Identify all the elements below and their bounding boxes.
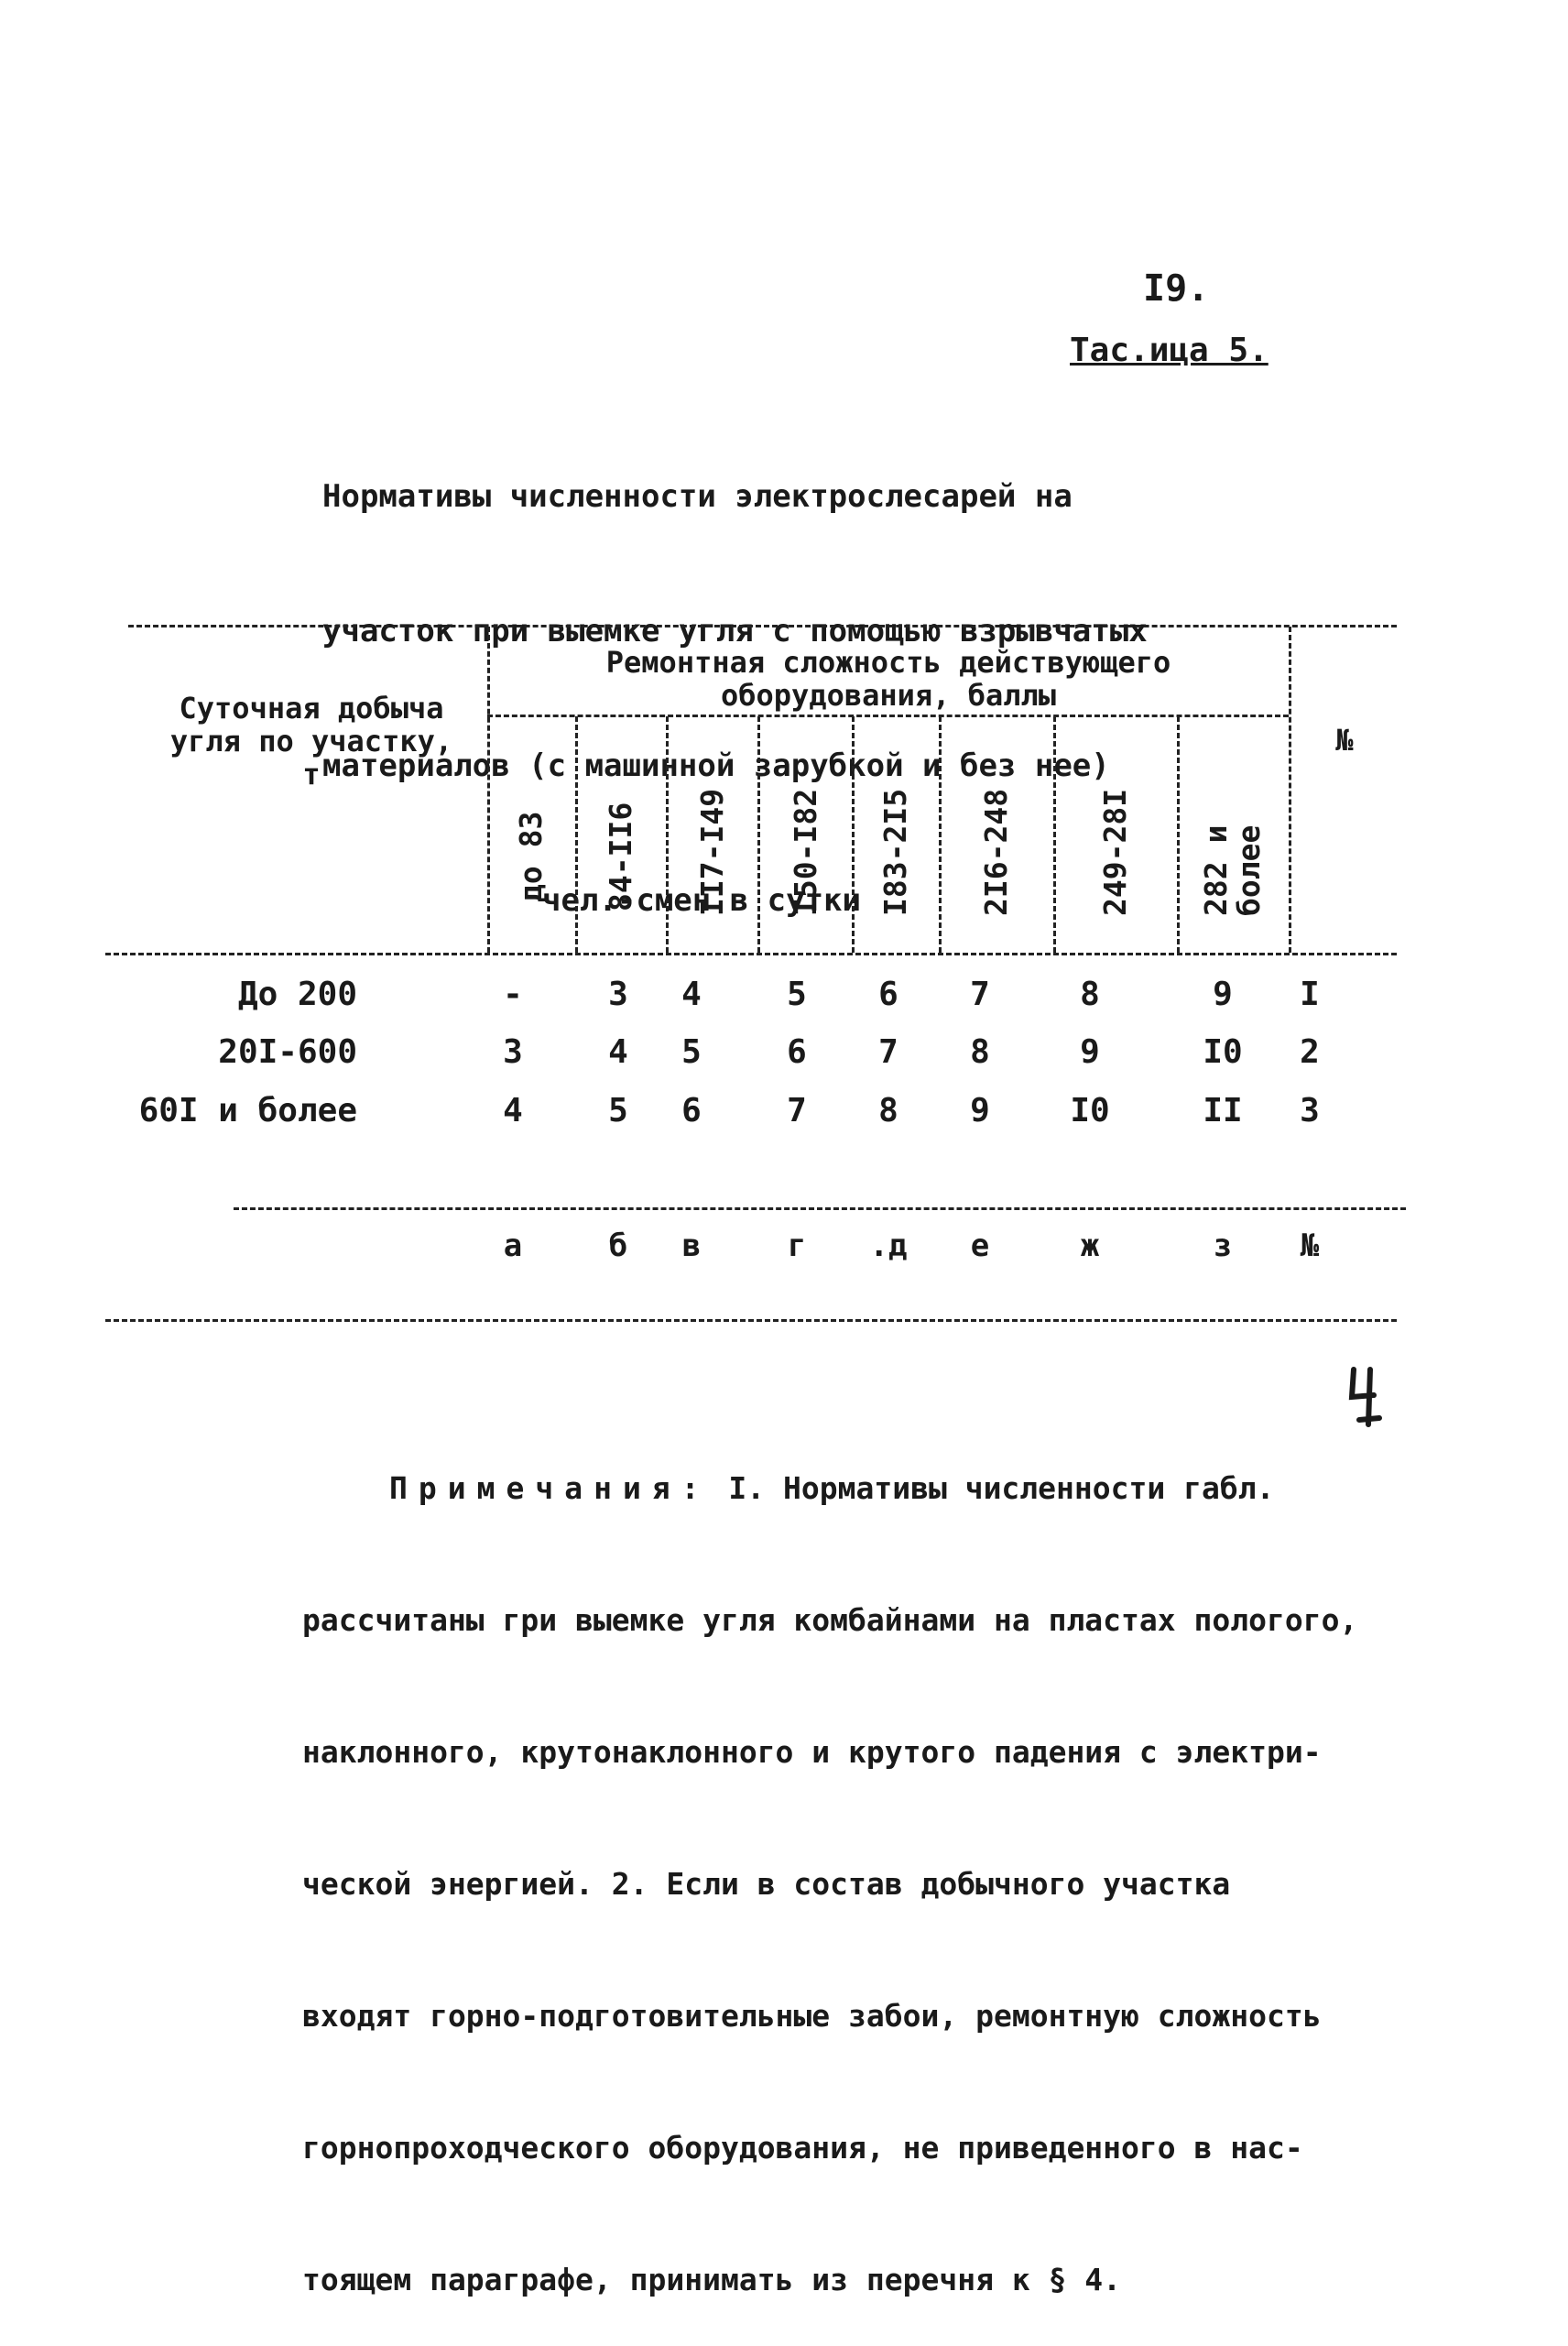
table-cell: 4 <box>503 1092 523 1129</box>
table-cell: 6 <box>878 976 898 1013</box>
row-number: 3 <box>1300 1092 1320 1129</box>
notes-line: ческой энергией. 2. Если в состав добычного участка <box>302 1866 1231 1902</box>
notes-line: наклонного, крутонаклонного и крутого падения с электри- <box>302 1734 1322 1770</box>
table-cell: 5 <box>681 1033 702 1071</box>
body-bottom-rule <box>234 1207 1406 1210</box>
notes <box>302 1379 1401 2346</box>
row-label: 20I-600 <box>218 1033 357 1071</box>
table-top-rule <box>128 625 1397 627</box>
column-header: 249-28I <box>1097 788 1133 916</box>
notes-first-line <box>302 1467 1401 1511</box>
column-divider <box>1289 627 1291 953</box>
notes-line: тоящем параграфе, принимать из перечня к § 4. <box>302 2262 1122 2297</box>
table-cell: 7 <box>787 1092 807 1129</box>
column-header: I83-2I5 <box>877 788 913 916</box>
table-cell: 9 <box>970 1092 990 1129</box>
table-label: Тас.ица 5. <box>1070 332 1269 369</box>
column-letter: а <box>503 1228 523 1264</box>
table-cell: 7 <box>878 1033 898 1071</box>
title-line: Нормативы численности электрослесарей на <box>322 478 1073 515</box>
row-header-line: Суточная добыча <box>179 691 444 726</box>
column-letter-number: № <box>1300 1228 1320 1264</box>
column-divider <box>575 716 578 953</box>
table-cell: 3 <box>608 976 628 1013</box>
table-cell: 8 <box>878 1092 898 1129</box>
column-divider <box>1053 716 1056 953</box>
notes-line: горнопроходческого оборудования, не приведенного в нас- <box>302 2130 1303 2166</box>
table-cell: II <box>1203 1092 1243 1129</box>
column-header: 282 и более <box>1198 824 1267 916</box>
notes-line: рассчитаны гри выемке угля комбайнами на пластах пологого, <box>302 1602 1358 1638</box>
column-divider <box>487 627 490 953</box>
column-divider <box>852 716 855 953</box>
table-cell: 9 <box>1213 976 1233 1013</box>
group-header <box>495 646 1282 712</box>
column-divider <box>939 716 942 953</box>
table-cell: 5 <box>608 1092 628 1129</box>
column-divider <box>757 716 760 953</box>
table-end-rule <box>105 1319 1397 1322</box>
title-units-line: чел.-смен в сутки <box>542 882 861 919</box>
table-cell: 3 <box>503 1033 523 1071</box>
row-label: 60I и более <box>138 1092 357 1129</box>
title-line: участок при выемке угля с помощью взрывчатых <box>322 613 1148 649</box>
column-letter: з <box>1213 1228 1233 1264</box>
table-cell: 4 <box>608 1033 628 1071</box>
number-header: № <box>1335 723 1354 758</box>
row-number: I <box>1300 976 1320 1013</box>
column-header: до 83 <box>513 811 549 902</box>
table-cell: 8 <box>1080 976 1100 1013</box>
column-letter: г <box>787 1228 807 1264</box>
column-header: 2I6-248 <box>978 788 1014 916</box>
column-letter: .д <box>869 1228 908 1264</box>
table-cell: - <box>503 976 523 1013</box>
group-header-rule <box>487 715 1289 717</box>
handwritten-mark-icon <box>1346 1365 1383 1429</box>
table-cell: 7 <box>970 976 990 1013</box>
group-header-line: Ремонтная сложность действующего <box>605 645 1171 680</box>
title-line: материалов (с машинной зарубкой и без нее) <box>322 747 1110 784</box>
column-header: II7-I49 <box>694 788 730 916</box>
table-cell: I0 <box>1070 1092 1110 1129</box>
column-letter: е <box>970 1228 990 1264</box>
group-header-line: оборудования, баллы <box>720 678 1057 713</box>
column-letter: б <box>608 1228 628 1264</box>
table-cell: 8 <box>970 1033 990 1071</box>
page-number: I9. <box>1143 267 1210 310</box>
notes-line: I. Нормативы численности габл. <box>728 1470 1275 1506</box>
row-label: До 200 <box>237 976 357 1013</box>
notes-label: Примечания: <box>389 1470 711 1506</box>
row-number: 2 <box>1300 1033 1320 1071</box>
column-letter: ж <box>1080 1228 1100 1264</box>
table-cell: 6 <box>787 1033 807 1071</box>
column-divider <box>1177 716 1180 953</box>
row-header-line: т <box>302 757 321 791</box>
table-cell: 6 <box>681 1092 702 1129</box>
row-header <box>147 692 476 791</box>
column-header: I50-I82 <box>788 788 823 916</box>
column-header: 84-II6 <box>603 802 638 911</box>
table-cell: 5 <box>787 976 807 1013</box>
table-cell: 4 <box>681 976 702 1013</box>
row-header-line: угля по участку, <box>169 724 453 758</box>
table-cell: 9 <box>1080 1033 1100 1071</box>
column-letter: в <box>681 1228 702 1264</box>
table-cell: I0 <box>1203 1033 1243 1071</box>
column-divider <box>666 716 669 953</box>
header-bottom-rule <box>105 953 1397 955</box>
notes-line: входят горно-подготовительные забои, ремонтную сложность <box>302 1998 1322 2034</box>
